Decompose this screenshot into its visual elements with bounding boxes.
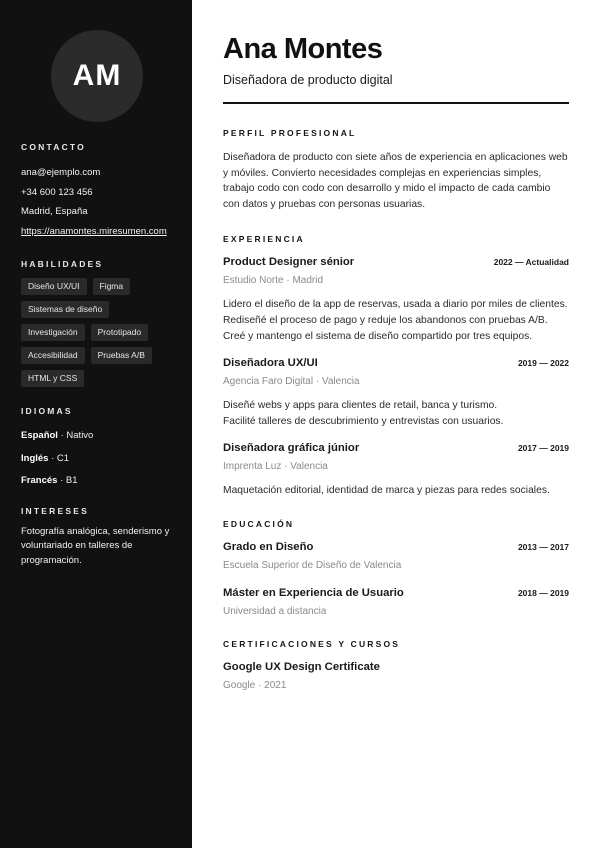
interests-heading: INTERESES	[21, 505, 89, 516]
degree-school: Escuela Superior de Diseño de Valencia	[223, 559, 402, 571]
language-item: Inglés · C1	[21, 452, 70, 464]
education-heading: EDUCACIÓN	[223, 518, 295, 529]
certification-item	[223, 661, 569, 691]
degree-dates: 2013 — 2017	[517, 541, 569, 552]
candidate-role: Diseñadora de producto digital	[223, 73, 393, 87]
language-item: Francés · B1	[21, 475, 78, 486]
language-level: Nativo	[66, 430, 94, 441]
certification-title: Google UX Design Certificate	[223, 660, 380, 673]
job-description	[223, 483, 569, 499]
sidebar	[0, 0, 192, 848]
language-level: B1	[65, 475, 78, 486]
profile-heading: PERFIL PROFESIONAL	[223, 128, 357, 138]
degree-dates: 2018 — 2019	[517, 587, 569, 598]
skill-chip: Pruebas A/B	[91, 347, 152, 364]
experience-item	[223, 357, 569, 429]
job-line: Lidero el diseño de la app de reservas, usada a diario por miles de clientes.	[223, 299, 568, 311]
job-line: Maquetación editorial, identidad de marca y piezas para redes sociales.	[223, 485, 550, 497]
job-dates: 2019 — 2022	[517, 358, 569, 369]
job-line: Diseñé webs y apps para clientes de retail, banca y turismo.	[223, 400, 498, 412]
job-title: Product Designer sénior	[223, 256, 355, 269]
language-item: Español · Nativo	[21, 430, 94, 441]
certifications-heading: CERTIFICACIONES Y CURSOS	[223, 638, 401, 649]
experience-item	[223, 442, 569, 499]
candidate-name: Ana Montes	[223, 33, 383, 65]
job-dates: 2017 — 2019	[517, 443, 569, 454]
languages-list	[21, 425, 174, 493]
header-divider	[223, 102, 569, 104]
profile-text: Diseñadora de producto con siete años de experiencia en aplicaciones web y móviles. Convierto necesidades complejas en experiencias simples, trabajo codo con codo con desarrollo y mido el impacto de cada cambio con datos y pruebas con personas usuarias.	[223, 152, 568, 210]
job-company: Estudio Norte · Madrid	[223, 275, 324, 287]
education-item	[223, 541, 569, 571]
job-line: Rediseñé el proceso de pago y reduje los abandonos con pruebas A/B.	[223, 314, 548, 326]
job-dates: 2022 — Actualidad	[493, 257, 569, 268]
languages-heading: IDIOMAS	[21, 406, 73, 416]
language-name: Francés	[21, 475, 58, 486]
experience-heading: EXPERIENCIA	[223, 234, 305, 245]
skill-chip: Diseño UX/UI	[21, 278, 87, 295]
skill-chip: HTML y CSS	[21, 370, 84, 387]
skill-chip: Sistemas de diseño	[21, 301, 109, 318]
degree-title: Grado en Diseño	[223, 540, 314, 553]
job-line: Creé y mantengo el sistema de diseño compartido por tres equipos.	[223, 330, 533, 342]
skill-chip: Accesibilidad	[21, 347, 85, 364]
language-name: Inglés	[21, 452, 49, 464]
skills-list	[21, 278, 171, 387]
degree-school: Universidad a distancia	[223, 605, 327, 617]
language-level: C1	[56, 452, 70, 464]
language-name: Español	[21, 430, 58, 441]
job-line: Facilité talleres de descubrimiento y entrevistas con usuarios.	[223, 415, 504, 427]
skill-chip: Prototipado	[91, 324, 148, 341]
degree-title: Máster en Experiencia de Usuario	[223, 586, 404, 599]
main-content	[192, 0, 600, 848]
contact-website-link[interactable]: https://anamontes.miresumen.com	[21, 225, 167, 237]
job-title: Diseñadora UX/UI	[223, 357, 318, 370]
avatar: AM	[51, 30, 143, 122]
contact-phone[interactable]: +34 600 123 456	[21, 186, 93, 198]
job-description	[223, 297, 569, 344]
contact-location: Madrid, España	[21, 206, 88, 217]
skill-chip: Investigación	[21, 324, 85, 341]
job-company: Agencia Faro Digital · Valencia	[223, 376, 360, 388]
skill-chip: Figma	[93, 278, 131, 295]
certification-issuer: Google · 2021	[223, 679, 287, 691]
experience-item	[223, 256, 569, 344]
contact-heading: CONTACTO	[21, 142, 86, 152]
education-item	[223, 587, 569, 617]
job-title: Diseñadora gráfica júnior	[223, 442, 360, 455]
job-company: Imprenta Luz · Valencia	[223, 461, 328, 473]
interests-text: Fotografía analógica, senderismo y voluntariado en talleres de programación.	[21, 525, 170, 566]
skills-heading: HABILIDADES	[21, 259, 104, 269]
contact-email[interactable]: ana@ejemplo.com	[21, 167, 101, 178]
job-description	[223, 398, 569, 429]
contact-list	[21, 163, 174, 241]
